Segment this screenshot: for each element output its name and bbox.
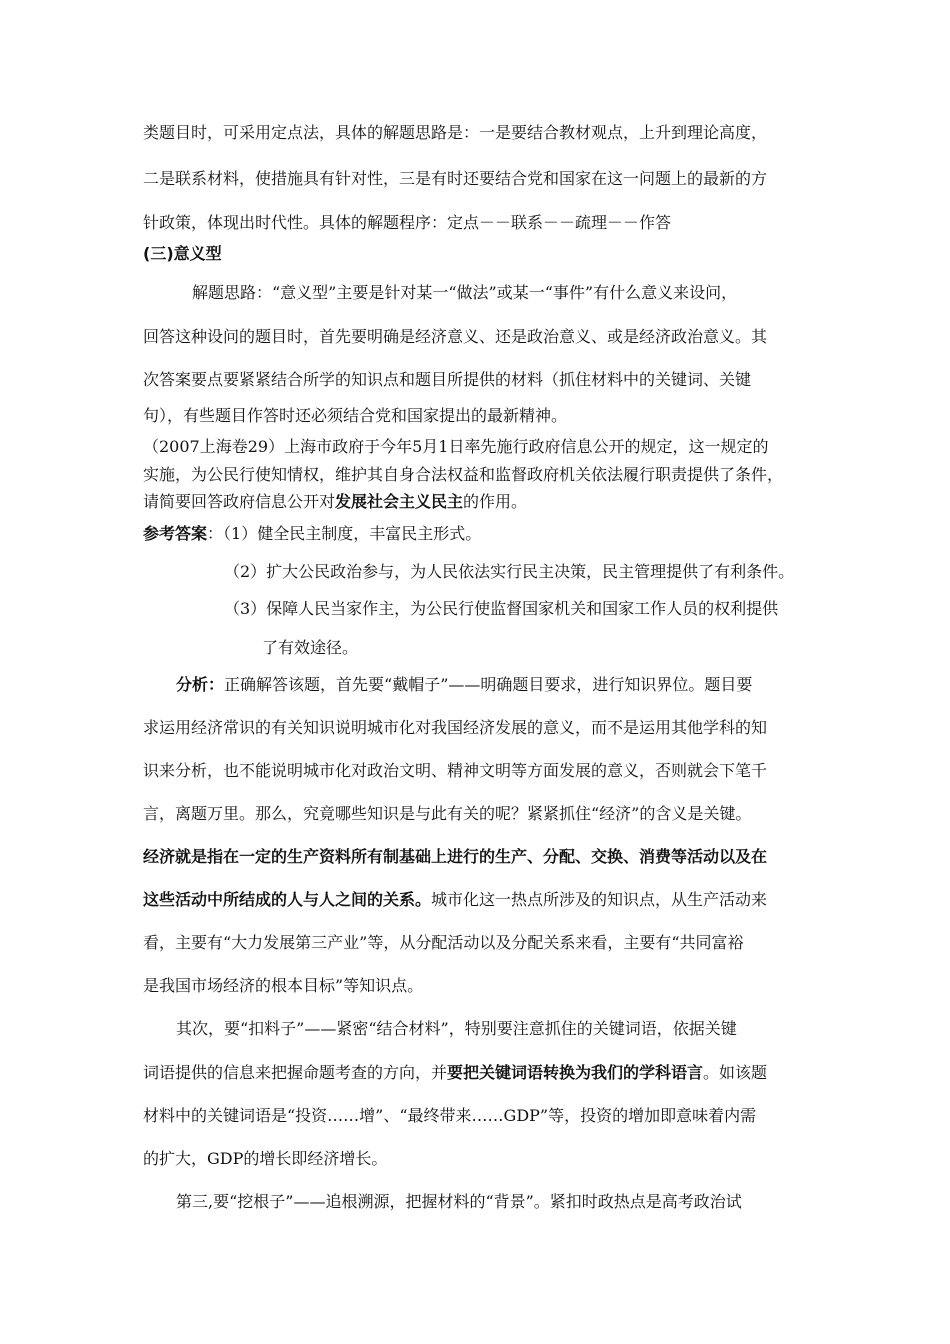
question-line: （2007上海卷29）上海市政府于今年5月1日率先施行政府信息公开的规定，这一规定的 [143,437,769,456]
question-line [143,491,527,513]
analysis-text: 城市化这一热点所涉及的知识点，从生产活动来 [431,890,768,909]
analysis-line [143,889,767,911]
analysis-line: 言，离题万里。那么，究竟哪些知识是与此有关的呢？紧紧抓住“经济”的含义是关键。 [143,804,752,823]
analysis-line [176,674,752,696]
answer-colon: ： [207,524,224,543]
paragraph-line: 句），有些题目作答时还必须结合党和国家提出的最新精神。 [143,406,568,425]
paragraph-line: 解题思路：“意义型”主要是针对某一“做法”或某一“事件”有什么意义来设问， [192,283,738,302]
question-text: 请简要回答政府信息公开对 [143,492,336,511]
answer-line [143,523,481,545]
paragraph-line: 类题目时，可采用定点法，具体的解题思路是：一是要结合教材观点，上升到理论高度， [143,123,768,142]
question-line: 实施，为公民行使知情权，维护其自身合法权益和监督政府机关依法履行职责提供了条件， [143,465,784,484]
paragraph-line: 第三,要“挖根子”——追根溯源，把握材料的“背景”。紧扣时政热点是高考政治试 [176,1192,742,1211]
answer-item: （2）扩大公民政治参与，为人民依法实行民主决策，民主管理提供了有利条件。 [224,562,795,581]
question-keyword: 发展社会主义民主 [335,492,464,511]
paragraph-line: 回答这种设问的题目时，首先要明确是经济意义、还是政治意义、或是经济政治意义。其 [143,327,768,346]
analysis-label: 分析： [176,675,225,694]
paragraph-line: 次答案要点要紧紧结合所学的知识点和题目所提供的材料（抓住材料中的关键词、关键 [143,370,752,389]
paragraph-line: 材料中的关键词语是“投资……增”、“最终带来……GDP”等，投资的增加即意味着内需 [143,1106,757,1125]
paragraph-text: 词语提供的信息来把握命题考查的方向，并 [143,1063,448,1082]
section-heading: (三)意义型 [143,244,222,263]
answer-item: 了有效途径。 [262,638,359,657]
paragraph-line: 其次，要“扣料子”——紧密“结合材料”，特别要注意抓住的关键词语，依据关键 [176,1019,737,1038]
analysis-line: 是我国市场经济的根本目标”等知识点。 [143,976,424,995]
answer-label: 参考答案 [143,524,208,543]
analysis-text: 正确解答该题，首先要“戴帽子”——明确题目要求，进行知识界位。题目要 [224,675,753,694]
question-text: 的作用。 [463,492,528,511]
paragraph-text: 。如该题 [703,1063,768,1082]
paragraph-line: 针政策，体现出时代性。具体的解题程序：定点－－联系－－疏理－－作答 [143,213,672,232]
paragraph-line [143,1062,767,1084]
answer-item: （1）健全民主制度，丰富民主形式。 [223,524,482,543]
analysis-bold-text: 这些活动中所结成的人与人之间的关系。 [143,890,432,909]
paragraph-bold-text: 要把关键词语转换为我们的学科语言 [447,1063,704,1082]
answer-item: （3）保障人民当家作主，为公民行使监督国家机关和国家工作人员的权利提供 [224,599,779,618]
analysis-line: 看，主要有“大力发展第三产业”等，从分配活动以及分配关系来看，主要有“共同富裕 [143,933,744,952]
analysis-bold-line: 经济就是指在一定的生产资料所有制基础上进行的生产、分配、交换、消费等活动以及在 [143,847,768,866]
paragraph-line: 二是联系材料，使措施具有针对性，三是有时还要结合党和国家在这一问题上的最新的方 [143,169,768,188]
analysis-line: 识来分析，也不能说明城市化对政治文明、精神文明等方面发展的意义，否则就会下笔千 [143,761,768,780]
paragraph-line: 的扩大，GDP的增长即经济增长。 [143,1149,388,1168]
analysis-line: 求运用经济常识的有关知识说明城市化对我国经济发展的意义，而不是运用其他学科的知 [143,718,768,737]
